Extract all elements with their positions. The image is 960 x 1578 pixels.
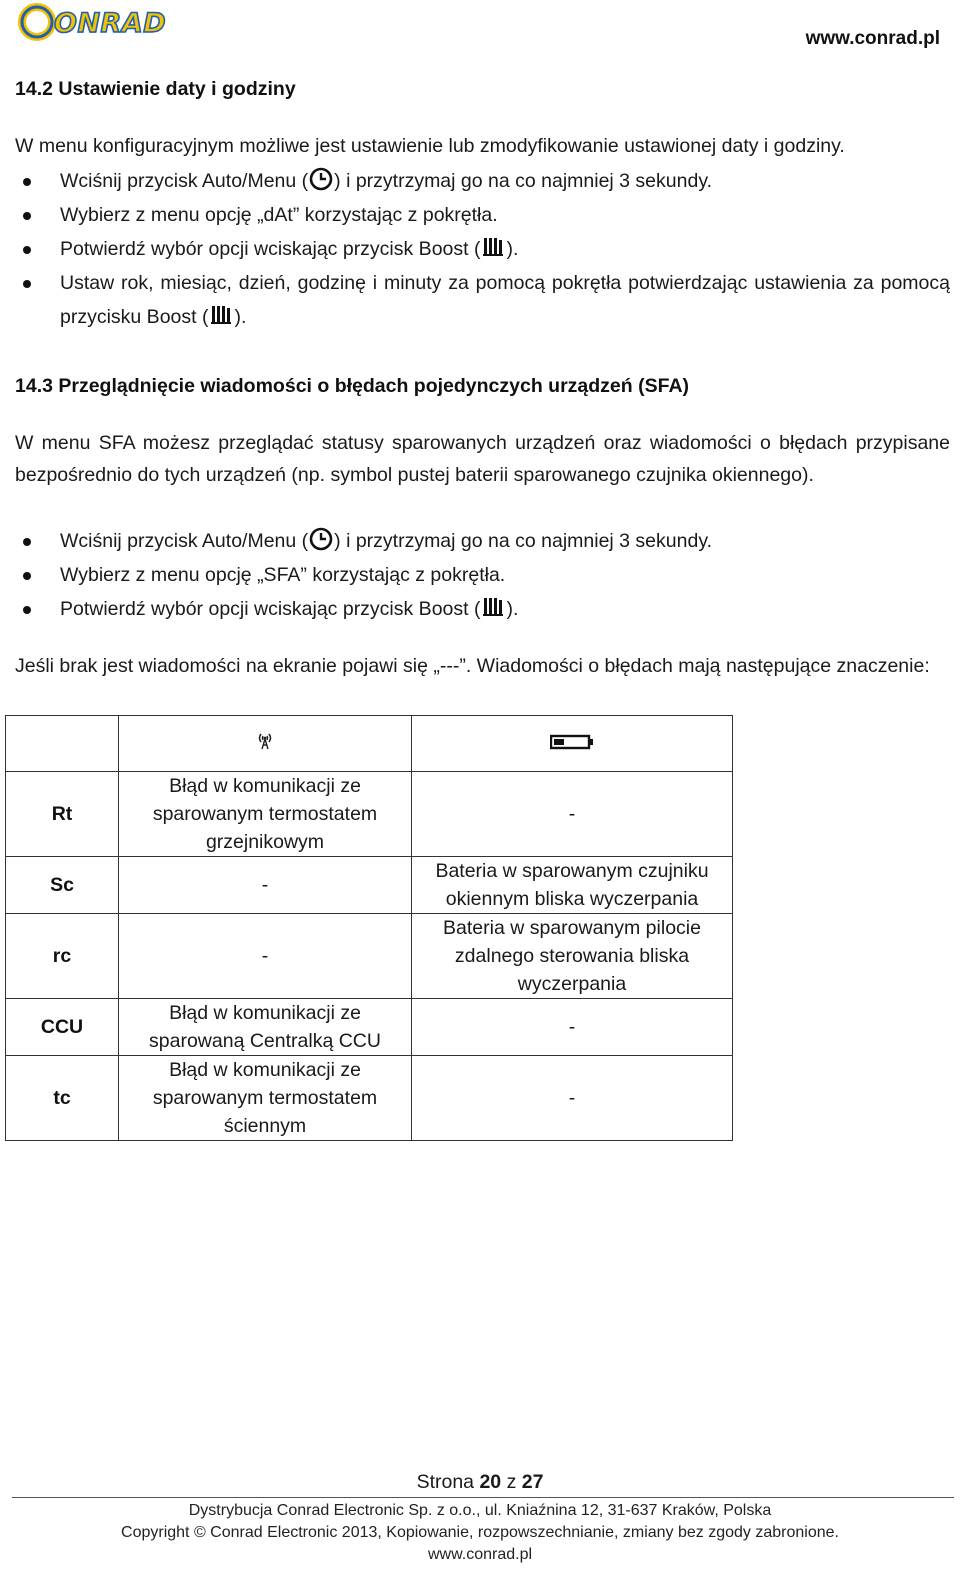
clock-icon (309, 527, 333, 551)
footer-copyright: Copyright © Conrad Electronic 2013, Kopiowanie, rozpowszechnianie, zmiany bez zgody zabronione. (121, 1524, 839, 1541)
table-header-battery (412, 716, 733, 772)
table-row (6, 1056, 733, 1141)
table-row (6, 914, 733, 999)
error-code: CCU (6, 999, 119, 1056)
bullet-list-14-2 (15, 164, 950, 334)
table-row (6, 857, 733, 914)
section-heading-14-3: 14.3 Przeglądnięcie wiadomości o błędach pojedynczych urządzeń (SFA) (15, 375, 690, 397)
battery-error-text: - (412, 999, 733, 1056)
section-14-3-intro: W menu SFA możesz przeglądać statusy sparowanych urządzeń oraz wiadomości o błędach przypisane bezpośrednio do tych urządzeń (np. symbol pustej baterii sparowanego czujnika okiennego). (15, 432, 950, 486)
list-item: Potwierdź wybór opcji wciskając przycisk Boost ( ). (15, 232, 950, 266)
radio-error-text: Błąd w komunikacji ze sparowanym termostatem grzejnikowym (119, 772, 412, 857)
table-header-empty (6, 716, 119, 772)
error-code: rc (6, 914, 119, 999)
list-item: Wybierz z menu opcję „SFA” korzystając z pokrętła. (15, 558, 950, 592)
battery-low-icon (550, 734, 594, 750)
radiator-icon (481, 595, 505, 619)
radio-signal-icon (254, 729, 276, 751)
clock-icon (309, 167, 333, 191)
list-item: Wciśnij przycisk Auto/Menu ( ) i przytrzymaj go na co najmniej 3 sekundy. (15, 164, 950, 198)
svg-text:ONRAD: ONRAD (54, 8, 167, 39)
table-header-row (6, 716, 733, 772)
error-code: Rt (6, 772, 119, 857)
list-item: Wciśnij przycisk Auto/Menu ( ) i przytrzymaj go na co najmniej 3 sekundy. (15, 524, 950, 558)
sfa-error-table (5, 715, 733, 1141)
table-row (6, 999, 733, 1056)
error-code: Sc (6, 857, 119, 914)
battery-error-text: - (412, 1056, 733, 1141)
radio-error-text: - (119, 857, 412, 914)
table-row (6, 772, 733, 857)
page-number: Strona 20 z 27 (416, 1471, 544, 1493)
battery-error-text: Bateria w sparowanym czujniku okiennym bliska wyczerpania (412, 857, 733, 914)
radiator-icon (209, 303, 233, 327)
list-item: Potwierdź wybór opcji wciskając przycisk Boost ( ). (15, 592, 950, 626)
table-header-radio (119, 716, 412, 772)
bullet-list-14-3 (15, 524, 950, 626)
conrad-logo (18, 2, 174, 42)
footer-divider (12, 1497, 954, 1498)
error-code: tc (6, 1056, 119, 1141)
radio-error-text: - (119, 914, 412, 999)
radio-error-text: Błąd w komunikacji ze sparowanym termostatem ściennym (119, 1056, 412, 1141)
radio-error-text: Błąd w komunikacji ze sparowaną Centralką CCU (119, 999, 412, 1056)
list-item: Ustaw rok, miesiąc, dzień, godzinę i minuty za pomocą pokrętła potwierdzając ustawienia za pomocą przycisku Boost ( ). (15, 266, 950, 334)
section-heading-14-2: 14.2 Ustawienie daty i godziny (15, 78, 296, 100)
footer-url[interactable]: www.conrad.pl (427, 1546, 533, 1563)
radiator-icon (481, 235, 505, 259)
error-messages-note: Jeśli brak jest wiadomości na ekranie pojawi się „---”. Wiadomości o błędach mają następujące znaczenie: (15, 655, 930, 677)
battery-error-text: - (412, 772, 733, 857)
list-item: Wybierz z menu opcję „dAt” korzystając z pokrętła. (15, 198, 950, 232)
footer-distribution: Dystrybucja Conrad Electronic Sp. z o.o., ul. Kniaźnina 12, 31-637 Kraków, Polska (188, 1502, 772, 1519)
site-url[interactable]: www.conrad.pl (805, 28, 940, 49)
battery-error-text: Bateria w sparowanym pilocie zdalnego sterowania bliska wyczerpania (412, 914, 733, 999)
section-14-2-intro: W menu konfiguracyjnym możliwe jest ustawienie lub zmodyfikowanie ustawionej daty i godziny. (15, 135, 845, 157)
